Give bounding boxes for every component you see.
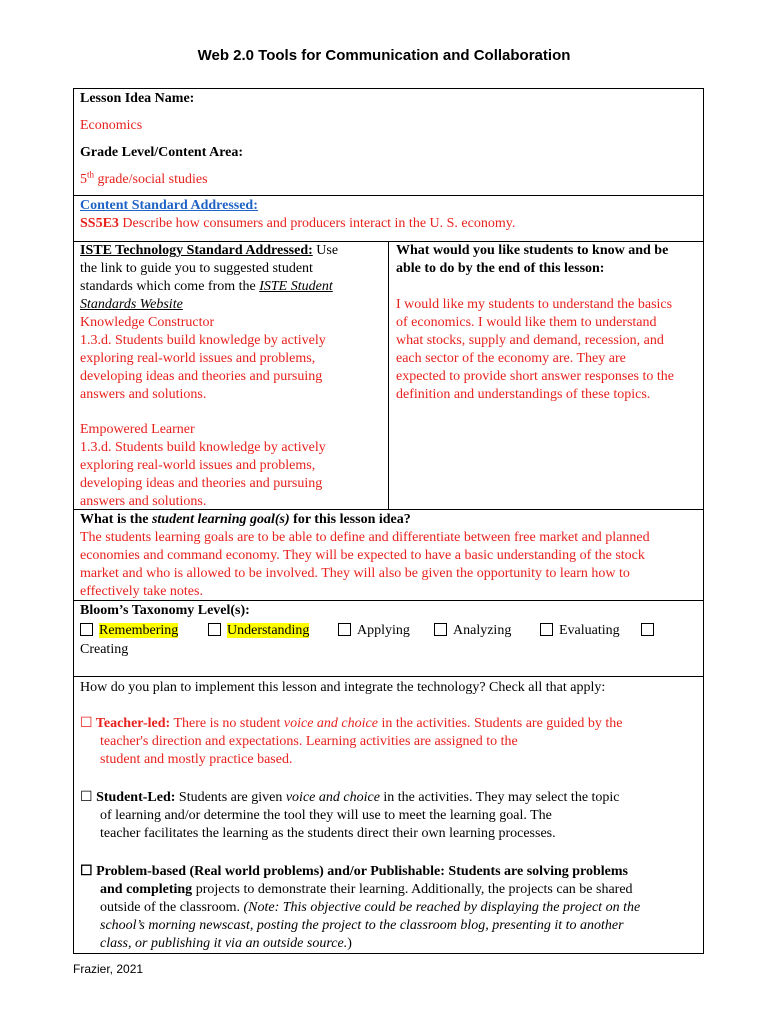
- standard-2-line: developing ideas and theories and pursuing: [80, 476, 323, 491]
- content-standard-text: SS5E3 Describe how consumers and producers interact in the U. S. economy.: [80, 216, 516, 231]
- teacher-led-text: teacher's direction and expectations. Learning activities are assigned to the: [100, 734, 518, 749]
- checkbox-icon[interactable]: [540, 623, 553, 636]
- checkbox-icon[interactable]: [208, 623, 221, 636]
- checkbox-icon[interactable]: [338, 623, 351, 636]
- teacher-led-text: student and mostly practice based.: [100, 752, 293, 767]
- implementation-question: How do you plan to implement this lesson and integrate the technology? Check all that apply:: [80, 680, 606, 695]
- learning-goal-line: effectively take notes.: [80, 584, 203, 599]
- know-question: What would you like students to know and be: [396, 243, 669, 258]
- column-divider: [388, 242, 389, 509]
- standard-2-line: answers and solutions.: [80, 494, 207, 509]
- option-teacher-led[interactable]: ☐ Teacher-led: There is no student voice and choice in the activities. Students are guided by the: [80, 716, 623, 731]
- standard-2-title: Empowered Learner: [80, 422, 195, 437]
- blooms-row: [74, 601, 703, 677]
- iste-website-link[interactable]: ISTE Student: [259, 279, 333, 294]
- checkbox-icon[interactable]: ☐: [80, 864, 93, 879]
- problem-based-text: and completing projects to demonstrate their learning. Additionally, the projects can be shared: [100, 882, 633, 897]
- problem-based-text: school’s morning newscast, posting the project to the classroom blog, presenting it to another: [100, 918, 624, 933]
- know-question: able to do by the end of this lesson:: [396, 261, 605, 276]
- blooms-option-understanding[interactable]: Understanding: [208, 622, 309, 640]
- option-problem-based[interactable]: ☐ Problem-based (Real world problems) and/or Publishable: Students are solving problems: [80, 864, 628, 879]
- lesson-name-label: Lesson Idea Name:: [80, 91, 195, 106]
- blooms-option-applying[interactable]: Applying: [338, 622, 410, 640]
- know-answer-line: each sector of the economy are. They are: [396, 351, 626, 366]
- standard-1-line: 1.3.d. Students build knowledge by actively: [80, 333, 326, 348]
- grade-level-label: Grade Level/Content Area:: [80, 145, 244, 160]
- blooms-option-remembering[interactable]: Remembering: [80, 622, 178, 640]
- standard-1-line: answers and solutions.: [80, 387, 207, 402]
- learning-goal-line: market and who is allowed to be involved. They will also be given the opportunity to learn how to: [80, 566, 630, 581]
- lesson-info-row: [74, 89, 703, 196]
- lesson-name-value: Economics: [80, 118, 143, 133]
- checkbox-icon[interactable]: ☐: [80, 790, 93, 805]
- know-answer-line: definition and understandings of these topics.: [396, 387, 651, 402]
- student-led-text: of learning and/or determine the tool they will use to meet the learning goal. The: [100, 808, 552, 823]
- footer-credit: Frazier, 2021: [73, 962, 144, 976]
- standard-2-line: 1.3.d. Students build knowledge by actively: [80, 440, 326, 455]
- student-led-text: teacher facilitates the learning as the students direct their own learning processes.: [100, 826, 556, 841]
- content-standard-row: [74, 196, 703, 242]
- standard-1-title: Knowledge Constructor: [80, 315, 215, 330]
- problem-based-text: class, or publishing it via an outside source.): [100, 936, 352, 951]
- blooms-checkbox-creating[interactable]: [641, 622, 660, 640]
- blooms-option-evaluating[interactable]: Evaluating: [540, 622, 620, 640]
- grade-level-value: 5th grade/social studies: [80, 169, 208, 187]
- option-student-led[interactable]: ☐ Student-Led: Students are given voice and choice in the activities. They may select the topic: [80, 790, 620, 805]
- learning-goal-line: economies and command economy. They will be expected to have a basic understanding of the stock: [80, 548, 645, 563]
- know-answer-line: expected to provide short answer responses to the: [396, 369, 674, 384]
- standard-1-line: exploring real-world issues and problems,: [80, 351, 316, 366]
- checkbox-icon[interactable]: [641, 623, 654, 636]
- page-title: Web 2.0 Tools for Communication and Collaboration: [197, 47, 571, 64]
- learning-goal-line: The students learning goals are to be able to define and differentiate between free market and planned: [80, 530, 650, 545]
- blooms-option-analyzing[interactable]: Analyzing: [434, 622, 511, 640]
- iste-instruction: the link to guide you to suggested student: [80, 261, 313, 276]
- know-answer-line: I would like my students to understand the basics: [396, 297, 673, 312]
- iste-website-link-cont[interactable]: Standards Website: [80, 297, 183, 312]
- learning-goal-question: What is the student learning goal(s) for this lesson idea?: [80, 512, 411, 527]
- checkbox-icon[interactable]: ☐: [80, 716, 93, 731]
- iste-label-line: ISTE Technology Standard Addressed: Use: [80, 243, 339, 258]
- standard-1-line: developing ideas and theories and pursuing: [80, 369, 323, 384]
- learning-goal-row: [74, 510, 703, 601]
- blooms-label: Bloom’s Taxonomy Level(s):: [80, 603, 250, 618]
- standard-2-line: exploring real-world issues and problems,: [80, 458, 316, 473]
- checkbox-icon[interactable]: [434, 623, 447, 636]
- problem-based-text: outside of the classroom. (Note: This objective could be reached by displaying the project on the: [100, 900, 641, 915]
- know-answer-line: what stocks, supply and demand, recession, and: [396, 333, 664, 348]
- implementation-row: [74, 677, 703, 953]
- iste-row: [74, 242, 703, 510]
- checkbox-icon[interactable]: [80, 623, 93, 636]
- lesson-plan-table: [73, 88, 704, 954]
- content-standard-label: Content Standard Addressed:: [80, 198, 258, 213]
- know-answer-line: of economics. I would like them to understand: [396, 315, 657, 330]
- iste-instruction-link-line: standards which come from the ISTE Student: [80, 279, 333, 294]
- blooms-option-creating-label: Creating: [80, 642, 129, 657]
